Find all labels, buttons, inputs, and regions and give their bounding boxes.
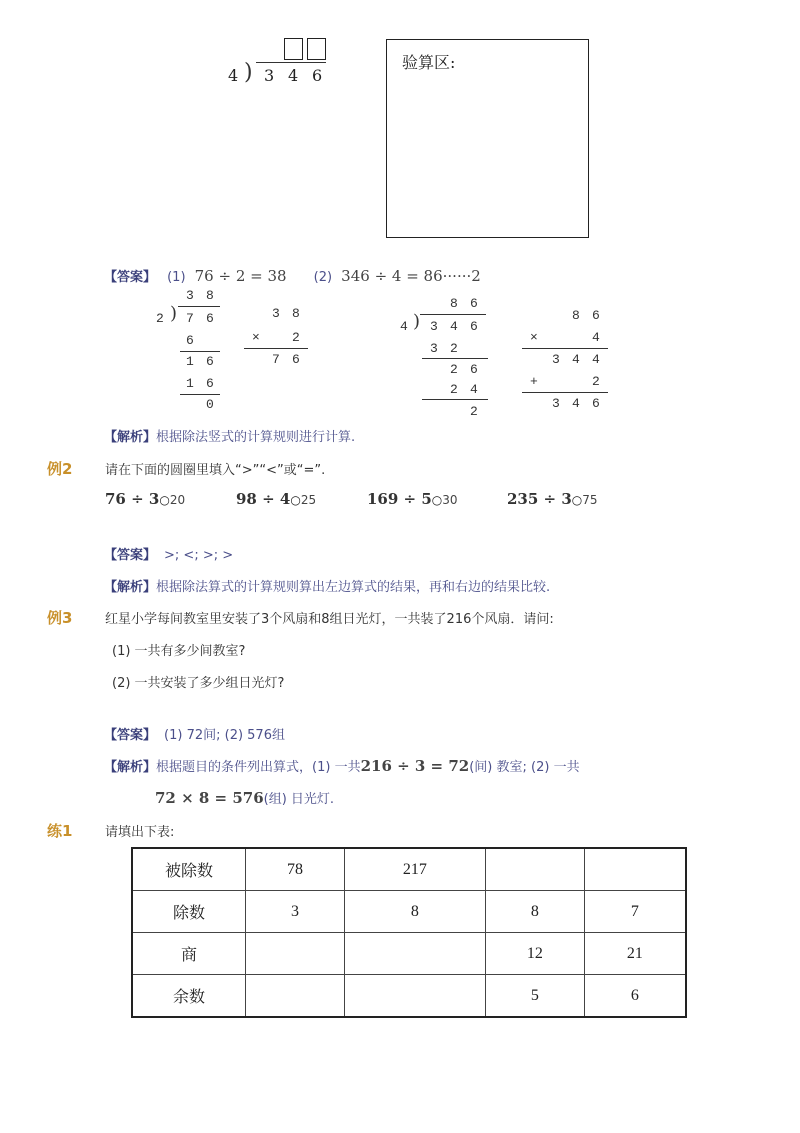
divisor: 4 bbox=[400, 319, 408, 334]
example2-label: 例2 bbox=[47, 460, 73, 478]
division-bar bbox=[178, 306, 220, 307]
answer-tag: 【答案】 bbox=[104, 270, 157, 285]
comparison-rhs: 20 bbox=[169, 493, 186, 507]
result-digit: 3 bbox=[552, 396, 560, 411]
comparison-item bbox=[105, 489, 185, 508]
row-header: 除数 bbox=[132, 891, 246, 933]
table-cell[interactable] bbox=[246, 975, 345, 1018]
table-row bbox=[132, 891, 686, 933]
table-cell[interactable]: 12 bbox=[485, 933, 584, 975]
mult-digit: 8 bbox=[572, 308, 580, 323]
check-multiplication-38x2 bbox=[242, 304, 312, 374]
mult-digit: 2 bbox=[292, 330, 300, 345]
mult-digit: 3 bbox=[272, 306, 280, 321]
analysis-tag: 【解析】 bbox=[104, 430, 157, 445]
quotient-digit: 8 bbox=[450, 296, 458, 311]
step-line bbox=[180, 394, 220, 395]
product-digit: 4 bbox=[572, 352, 580, 367]
answer-text: >; <; >; > bbox=[164, 548, 234, 563]
analysis1-line bbox=[104, 426, 355, 445]
step-line bbox=[180, 351, 220, 352]
example3-label: 例3 bbox=[47, 609, 73, 627]
table-row bbox=[132, 933, 686, 975]
quotient-blank-box-1[interactable] bbox=[284, 38, 303, 60]
step-digit: 2 bbox=[450, 341, 458, 356]
comparison-item bbox=[236, 489, 316, 508]
quotient-digit: 6 bbox=[470, 296, 478, 311]
example3-prompt: 红星小学每间教室里安装了3个风扇和8组日光灯，一共装了216个风扇．请问: bbox=[105, 612, 554, 627]
table-cell[interactable]: 6 bbox=[584, 975, 686, 1018]
mult-digit: 8 bbox=[292, 306, 300, 321]
plus-sign: + bbox=[530, 374, 538, 389]
dividend-digit: 4 bbox=[450, 319, 458, 334]
example2-prompt: 请在下面的圆圈里填入“>”“<”或“=”. bbox=[105, 463, 326, 478]
row-header: 被除数 bbox=[132, 848, 246, 891]
table-cell[interactable]: 5 bbox=[485, 975, 584, 1018]
analysis-text: 根据除法算式的计算规则算出左边算式的结果，再和右边的结果比较. bbox=[156, 580, 551, 595]
analysis-expression-2: 72 × 8 = 576 bbox=[155, 789, 264, 807]
part1-expression: 76 ÷ 2 = 38 bbox=[194, 267, 287, 285]
top-dividend-digit: 3 bbox=[264, 66, 275, 85]
answer-text: (1) 72间; (2) 576组 bbox=[164, 728, 285, 743]
example3-question-1: (1) 一共有多少间教室? bbox=[112, 644, 246, 659]
compare-circle[interactable]: ○ bbox=[159, 493, 170, 507]
step-digit: 6 bbox=[206, 376, 214, 391]
compare-circle[interactable]: ○ bbox=[571, 493, 583, 507]
result-digit: 6 bbox=[292, 352, 300, 367]
comparison-expression: 169 ÷ 5 bbox=[367, 490, 432, 508]
top-dividend-digit: 4 bbox=[288, 66, 299, 85]
comparison-rhs: 30 bbox=[442, 493, 458, 507]
analysis-text: 根据除法竖式的计算规则进行计算. bbox=[156, 430, 356, 445]
long-division-76-by-2 bbox=[150, 286, 230, 416]
table-cell[interactable]: 78 bbox=[246, 848, 345, 891]
table-cell[interactable] bbox=[345, 975, 486, 1018]
dividend-digit: 7 bbox=[186, 311, 194, 326]
check-area-label: 验算区: bbox=[402, 53, 456, 72]
mult-digit: 4 bbox=[592, 330, 600, 345]
table-cell[interactable]: 8 bbox=[345, 891, 486, 933]
comparison-expression: 235 ÷ 3 bbox=[507, 490, 572, 508]
step-digit: 2 bbox=[450, 382, 458, 397]
product-digit: 4 bbox=[592, 352, 600, 367]
compare-circle[interactable]: ○ bbox=[431, 493, 443, 507]
division-bar bbox=[256, 62, 326, 63]
comparison-item bbox=[367, 489, 458, 508]
answer1-line bbox=[104, 266, 704, 286]
example2-answer bbox=[104, 544, 233, 563]
analysis-tag: 【解析】 bbox=[104, 760, 157, 775]
remainder-digit: 2 bbox=[470, 404, 478, 419]
step-digit: 1 bbox=[186, 376, 194, 391]
step-digit: 2 bbox=[450, 362, 458, 377]
quotient-digit: 8 bbox=[206, 288, 214, 303]
step-digit: 1 bbox=[186, 354, 194, 369]
check-86x4-plus-2 bbox=[522, 306, 612, 416]
example3-analysis-line2 bbox=[155, 788, 334, 807]
dividend-digit: 3 bbox=[430, 319, 438, 334]
top-dividend-digit: 6 bbox=[312, 66, 323, 85]
step-digit: 4 bbox=[470, 382, 478, 397]
part2-expression: 346 ÷ 4 = 86······2 bbox=[341, 267, 481, 285]
answer-tag: 【答案】 bbox=[104, 548, 157, 563]
analysis-tag: 【解析】 bbox=[104, 580, 157, 595]
comparison-expression: 98 ÷ 4 bbox=[236, 490, 291, 508]
dividend-digit: 6 bbox=[206, 311, 214, 326]
table-cell[interactable] bbox=[584, 848, 686, 891]
division-fill-table bbox=[131, 847, 687, 1018]
compare-circle[interactable]: ○ bbox=[290, 493, 301, 507]
division-bracket: ) bbox=[170, 303, 178, 324]
table-cell[interactable]: 217 bbox=[345, 848, 486, 891]
step-digit: 6 bbox=[470, 362, 478, 377]
quotient-digit: 3 bbox=[186, 288, 194, 303]
division-bracket: ) bbox=[413, 311, 421, 332]
table-cell[interactable]: 21 bbox=[584, 933, 686, 975]
part1-prefix: (1) bbox=[167, 270, 186, 285]
step-digit: 6 bbox=[186, 333, 194, 348]
add-digit: 2 bbox=[592, 374, 600, 389]
part2-prefix: (2) bbox=[313, 270, 333, 285]
table-cell[interactable]: 3 bbox=[246, 891, 345, 933]
comparison-expression: 76 ÷ 3 bbox=[105, 490, 160, 508]
row-header: 余数 bbox=[132, 975, 246, 1018]
divisor: 2 bbox=[156, 311, 164, 326]
top-division-problem bbox=[228, 38, 338, 90]
analysis-text-c: (组) 日光灯. bbox=[263, 792, 335, 807]
dividend-digit: 6 bbox=[470, 319, 478, 334]
step-line bbox=[422, 399, 488, 400]
long-division-346-by-4 bbox=[398, 294, 498, 424]
analysis-text-a: 根据题目的条件列出算式，(1) 一共 bbox=[156, 760, 361, 775]
product-digit: 3 bbox=[552, 352, 560, 367]
analysis-expression-1: 216 ÷ 3 = 72 bbox=[360, 757, 470, 775]
table-cell[interactable] bbox=[246, 933, 345, 975]
row-header: 商 bbox=[132, 933, 246, 975]
comparison-rhs: 25 bbox=[300, 493, 317, 507]
table-row bbox=[132, 848, 686, 891]
division-bracket: ) bbox=[244, 60, 253, 85]
table-cell[interactable] bbox=[485, 848, 584, 891]
times-sign: × bbox=[252, 330, 260, 345]
answer-tag: 【答案】 bbox=[104, 728, 157, 743]
remainder-digit: 0 bbox=[206, 397, 214, 412]
step-digit: 6 bbox=[206, 354, 214, 369]
result-digit: 7 bbox=[272, 352, 280, 367]
table-cell[interactable]: 8 bbox=[485, 891, 584, 933]
result-digit: 4 bbox=[572, 396, 580, 411]
division-bar bbox=[420, 314, 486, 315]
analysis-text-b: (间) 教室; (2) 一共 bbox=[469, 760, 580, 775]
times-sign: × bbox=[530, 330, 538, 345]
example3-answer bbox=[104, 724, 285, 743]
result-line bbox=[522, 392, 608, 393]
mult-digit: 6 bbox=[592, 308, 600, 323]
practice1-label: 练1 bbox=[47, 822, 73, 840]
result-digit: 6 bbox=[592, 396, 600, 411]
check-area-box[interactable] bbox=[386, 39, 589, 238]
example3-analysis bbox=[104, 756, 580, 775]
table-cell[interactable]: 7 bbox=[584, 891, 686, 933]
comparison-item bbox=[507, 489, 598, 508]
table-row bbox=[132, 975, 686, 1018]
step-digit: 3 bbox=[430, 341, 438, 356]
result-line bbox=[244, 348, 308, 349]
practice1-prompt: 请填出下表: bbox=[105, 825, 175, 840]
table-cell[interactable] bbox=[345, 933, 486, 975]
step-line bbox=[422, 358, 488, 359]
quotient-blank-box-2[interactable] bbox=[307, 38, 326, 60]
comparison-rhs: 75 bbox=[582, 493, 598, 507]
product-line bbox=[522, 348, 608, 349]
example3-question-2: (2) 一共安装了多少组日光灯? bbox=[112, 676, 285, 691]
top-divisor: 4 bbox=[228, 66, 239, 85]
example2-analysis bbox=[104, 576, 550, 595]
